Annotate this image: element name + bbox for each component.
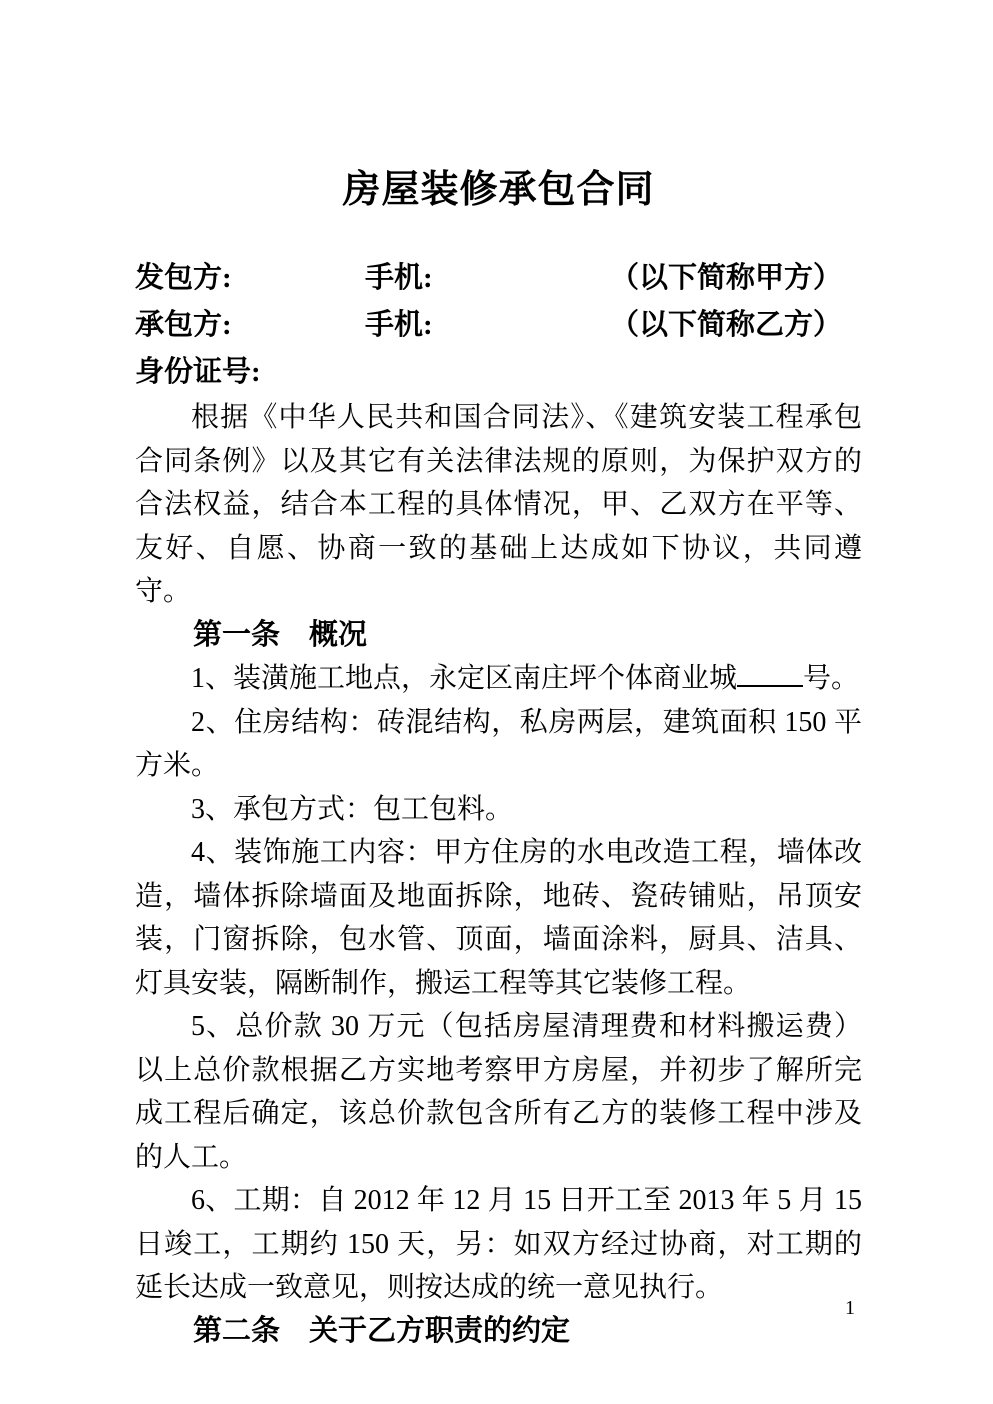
preamble-paragraph: 根据《中华人民共和国合同法》、《建筑安装工程承包合同条例》以及其它有关法律法规的原则，为保护双方的合法权益，结合本工程的具体情况，甲、乙双方在平等、友好、自愿、协商一致的基础上达成如下协议，共同遵守。 [135,402,862,607]
party-a-label: 发包方: [135,262,232,294]
clause-1-text-before-blank: 1、装潢施工地点，永定区南庄坪个体商业城 [191,663,738,694]
section-2-heading: 第二条 关于乙方职责的约定 [193,1314,571,1347]
id-number-label: 身份证号: [135,356,261,388]
fill-in-blank-underline [737,659,803,687]
clause-1-item [135,657,862,701]
clause-6-item: 6、工期：自 2012 年 12 月 15 日开工至 2013 年 5 月 15 日竣工，工期约 150 天，另：如双方经过协商，对工期的延长达成一致意见，则按达成的统一意见执行。 [135,1185,862,1303]
party-b-phone-label: 手机: [365,309,433,341]
section-1-heading: 第一条 概况 [193,618,368,651]
party-a-line [135,255,862,302]
party-b-line [135,302,862,349]
clause-1-text-after-blank: 号。 [803,663,860,694]
page-number: 1 [845,1297,855,1319]
party-a-alias: （以下简称甲方） [610,262,843,294]
party-b-label: 承包方: [135,309,232,341]
contract-title: 房屋装修承包合同 [342,169,655,211]
party-a-phone-label: 手机: [365,262,433,294]
clause-5-item: 5、总价款 30 万元（包括房屋清理费和材料搬运费）以上总价款根据乙方实地考察甲方房屋，并初步了解所完成工程后确定，该总价款包含所有乙方的装修工程中涉及的人工。 [135,1011,862,1173]
clause-4-item: 4、装饰施工内容：甲方住房的水电改造工程，墙体改造，墙体拆除墙面及地面拆除，地砖、瓷砖铺贴，吊顶安装，门窗拆除，包水管、顶面，墙面涂料，厨具、洁具、灯具安装，隔断制作，搬运工程等其它装修工程。 [135,837,862,999]
clause-3-item: 3、承包方式：包工包料。 [191,793,514,825]
id-number-line [135,349,862,396]
party-b-alias: （以下简称乙方） [610,309,843,341]
clause-2-item: 2、住房结构：砖混结构，私房两层，建筑面积 150 平方米。 [135,706,862,781]
